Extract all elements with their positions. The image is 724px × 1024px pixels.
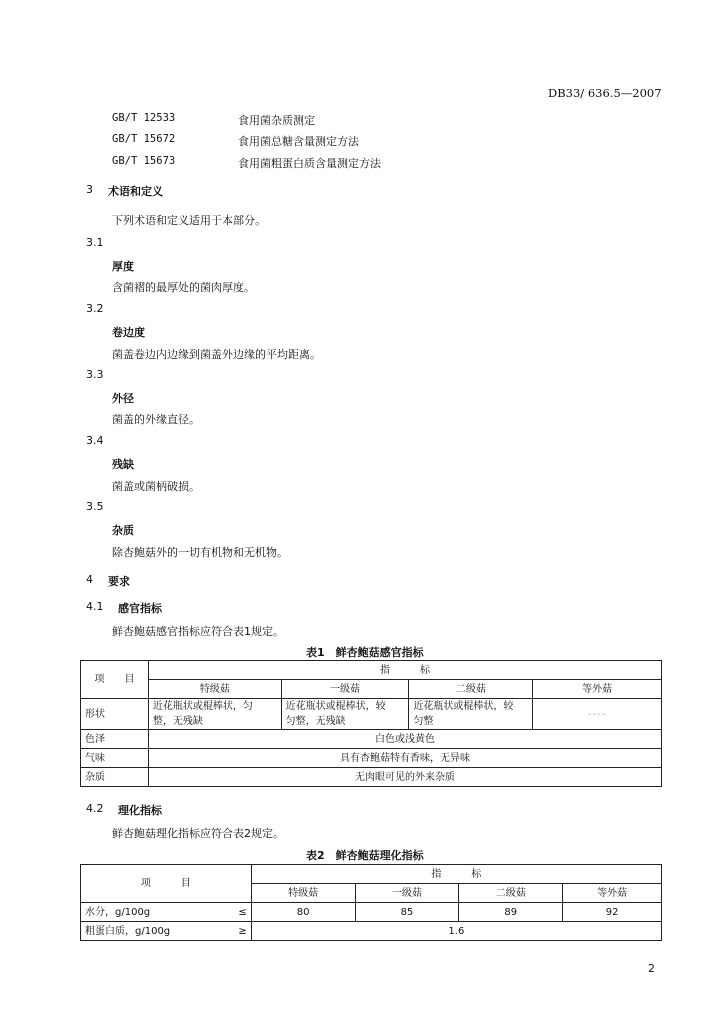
water-value: 80 [251,903,355,922]
subsection-number: 4.1 [86,600,104,613]
table-header-row [81,865,662,884]
ref-title: 食用菌杂质测定 [238,114,315,127]
table-header-row [81,661,662,680]
table-caption: 表1 鲜杏鲍菇感官指标 [306,646,424,659]
table-row [81,903,662,922]
section-intro: 下列术语和定义适用于本部分。 [112,214,266,227]
row-label: 形状 [81,699,149,730]
term-name: 残缺 [112,458,134,471]
water-value: 85 [355,903,459,922]
term-definition: 含菌褶的最厚处的菌肉厚度。 [112,281,255,294]
grade-header: 二级菇 [459,884,563,903]
table-row [81,730,662,749]
page-number: 2 [648,962,655,975]
index-header: 指 标 [148,661,661,680]
row-label: 色泽 [81,730,149,749]
water-value: 92 [563,903,662,922]
table-row [81,922,662,941]
row-label: 气味 [81,749,149,768]
term-number: 3.1 [86,236,104,249]
grade-header: 等外菇 [563,884,662,903]
shape-grade-special: 近花瓶状或棍棒状，匀 整，无残缺 [148,699,281,730]
term-definition: 除杏鲍菇外的一切有机物和无机物。 [112,546,288,559]
less-equal-symbol: ≤ [238,906,247,918]
term-number: 3.5 [86,500,104,513]
ref-title: 食用菌粗蛋白质含量测定方法 [238,157,381,170]
physicochemical-table [80,864,662,941]
grade-header: 二级菇 [409,680,533,699]
row-label: 水分，g/100g ≤ [81,903,252,922]
table-row [81,699,662,730]
protein-value: 1.6 [251,922,661,941]
subsection-number: 4.2 [86,802,104,815]
term-definition: 菌盖的外缘直径。 [112,413,200,426]
term-number: 3.4 [86,434,104,447]
term-definition: 菌盖或菌柄破损。 [112,480,200,493]
grade-header: 特级菇 [251,884,355,903]
item-header: 项 目 [81,865,252,903]
section-number: 3 [86,183,93,196]
row-value: 无肉眼可见的外来杂质 [148,768,661,787]
greater-equal-symbol: ≥ [238,925,247,937]
ref-title: 食用菌总糖含量测定方法 [238,135,359,148]
section-title: 要求 [108,575,130,588]
grade-header: 一级菇 [281,680,409,699]
term-definition: 菌盖卷边内边缘到菌盖外边缘的平均距离。 [112,348,321,361]
term-name: 厚度 [112,260,134,273]
document-code: DB33/ 636.5—2007 [548,86,662,100]
row-value: 具有杏鲍菇特有香味，无异味 [148,749,661,768]
row-label: 粗蛋白质，g/100g ≥ [81,922,252,941]
ref-code: GB/T 15673 [112,155,176,167]
index-header: 指 标 [251,865,661,884]
section-title: 术语和定义 [108,185,163,198]
subsection-intro: 鲜杏鲍菇感官指标应符合表1规定。 [112,625,284,638]
row-label: 杂质 [81,768,149,787]
shape-grade-second: 近花瓶状或棍棒状，较 匀整 [409,699,533,730]
subsection-title: 理化指标 [118,804,162,817]
water-value: 89 [459,903,563,922]
ref-code: GB/T 15672 [112,133,176,145]
term-number: 3.3 [86,368,104,381]
term-name: 杂质 [112,524,134,537]
grade-header: 等外菇 [533,680,662,699]
grade-header: 特级菇 [148,680,281,699]
subsection-intro: 鲜杏鲍菇理化指标应符合表2规定。 [112,827,284,840]
table-row [81,768,662,787]
ref-code: GB/T 12533 [112,112,176,124]
grade-header-row [81,680,662,699]
item-header: 项 目 [81,661,149,699]
shape-grade-first: 近花瓶状或棍棒状，较 匀整，无残缺 [281,699,409,730]
term-name: 卷边度 [112,326,145,339]
section-number: 4 [86,573,93,586]
subsection-title: 感官指标 [118,602,162,615]
term-number: 3.2 [86,302,104,315]
shape-grade-substandard: ---- [533,699,662,730]
sensory-table [80,660,662,787]
table-row [81,749,662,768]
row-value: 白色或浅黄色 [148,730,661,749]
term-name: 外径 [112,392,134,405]
grade-header: 一级菇 [355,884,459,903]
table-caption: 表2 鲜杏鲍菇理化指标 [306,849,424,862]
